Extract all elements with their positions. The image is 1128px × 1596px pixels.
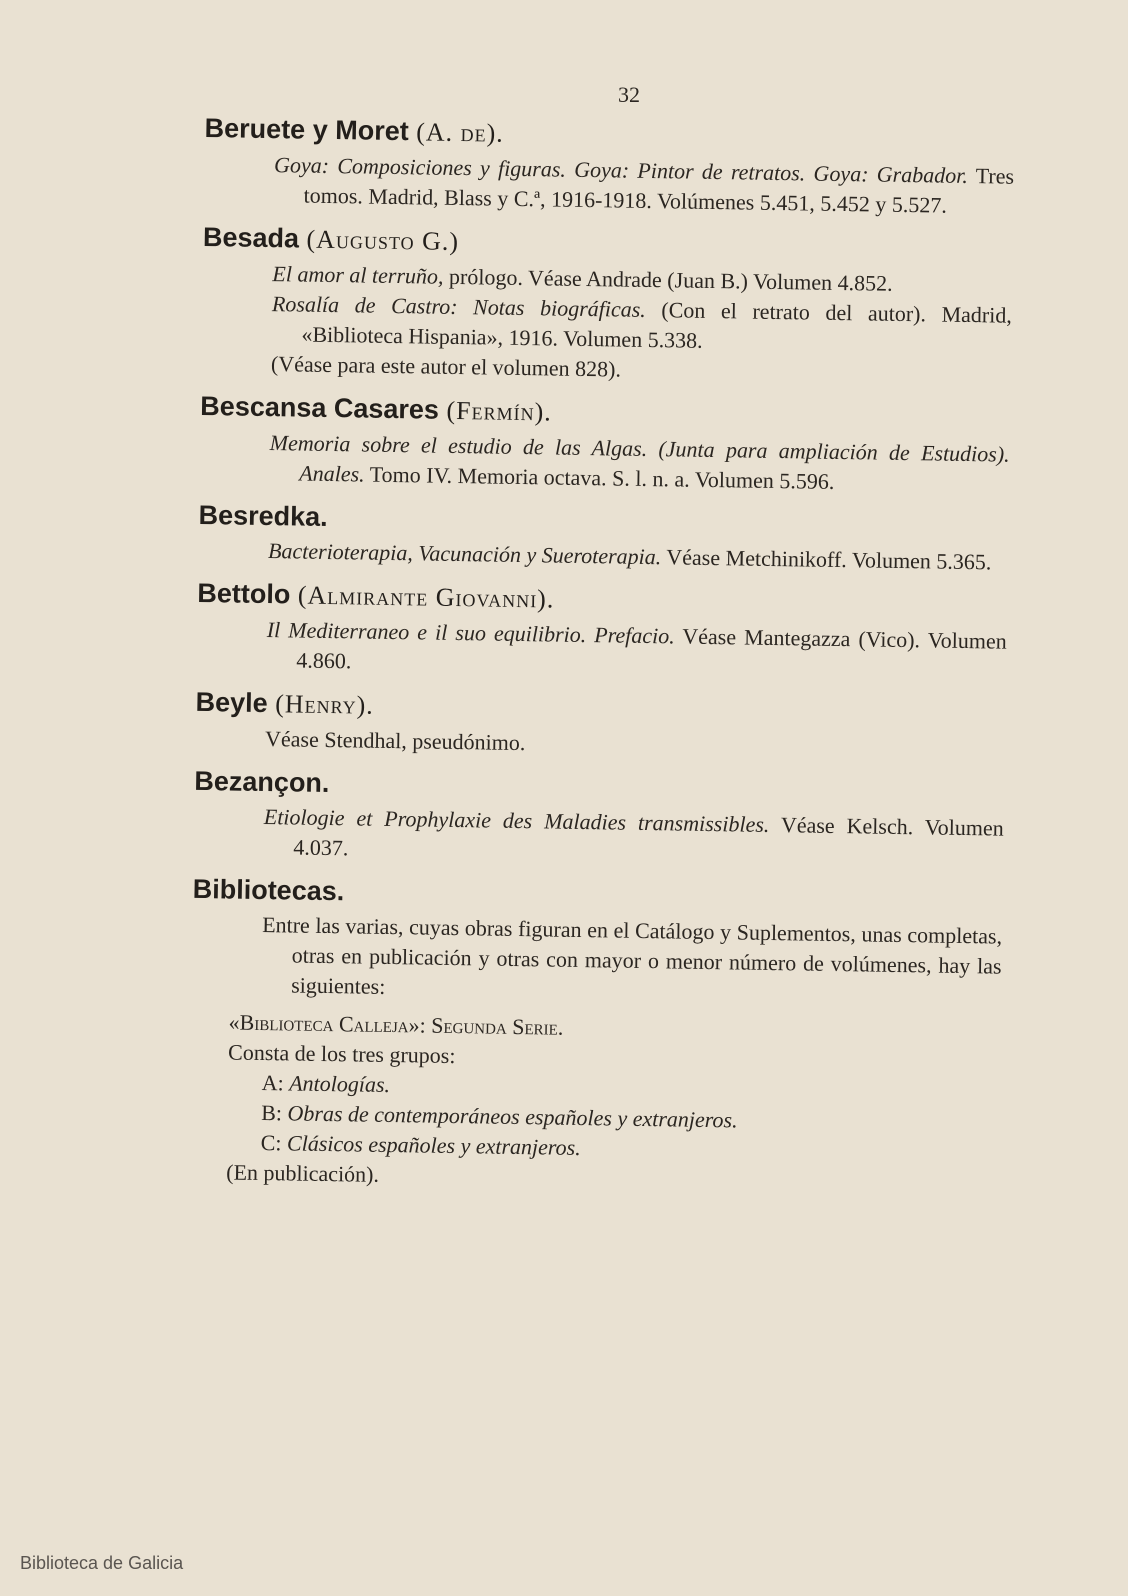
author-name: Bibliotecas. (192, 873, 345, 907)
work-details: Véase Metchinikoff. Volumen 5.365. (661, 544, 992, 575)
entry-paragraph (263, 802, 1004, 874)
entry-list (191, 108, 1015, 1012)
work-details: prólogo. Véase Andrade (Juan B.) Volumen 4.852. (443, 263, 893, 296)
catalog-entry (195, 682, 1006, 766)
work-title: El amor al terruño, (272, 261, 444, 289)
work-details: Entre las varias, cuyas obras figuran en el Catálogo y Suplementos, unas completas, otras en publicación y otras con mayor o menor número de volúmenes, hay las siguientes: (261, 912, 1003, 999)
author-qualifier: (Henry). (275, 689, 375, 720)
work-title: Etiologie et Prophylaxie des Maladies transmissibles. (263, 804, 770, 837)
catalog-content (188, 108, 1015, 1200)
page-number: 32 (618, 82, 640, 107)
group-c: C: Clásicos españoles y extranjeros. (260, 1130, 581, 1161)
catalog-entry (201, 217, 1013, 391)
work-details: Véase Kelsch. Volumen 4.037. (293, 811, 1004, 861)
group-a: A: Antologías. (261, 1070, 391, 1098)
author-name: Besada (202, 221, 300, 254)
author-qualifier: (Fermín). (446, 395, 552, 427)
entry-paragraph (273, 150, 1014, 222)
author-name: Bescansa Casares (200, 390, 440, 425)
author-qualifier: (Almirante Giovanni). (297, 580, 555, 614)
groups-intro: Consta de los tres grupos: (227, 1039, 456, 1069)
entry-paragraph (269, 428, 1010, 500)
work-title: Rosalía de Castro: Notas biográficas. (271, 291, 646, 322)
author-name: Bettolo (197, 577, 291, 610)
catalog-entry (198, 495, 1009, 578)
work-details: Tomo IV. Memoria octava. S. l. n. a. Volumen 5.596. (364, 461, 835, 494)
catalog-entry (199, 386, 1010, 500)
work-details: Tres tomos. Madrid, Blass y C.ª, 1916-1918. Volúmenes 5.451, 5.452 y 5.527. (303, 162, 1015, 218)
work-title: Bacterioterapia, Vacunación y Sueroterapia. (267, 538, 662, 570)
library-watermark: Biblioteca de Galicia (20, 1553, 184, 1573)
biblioteca-list (226, 1007, 1001, 1199)
author-name: Beyle (195, 686, 268, 719)
publication-note: (En publicación). (226, 1159, 380, 1187)
catalog-entry (193, 761, 1004, 874)
entry-paragraph (261, 910, 1002, 1012)
author-name: Besredka. (198, 499, 328, 532)
work-details: (Con el retrato del autor). Madrid, «Biblioteca Hispania», 1916. Volumen 5.338. (301, 296, 1013, 353)
series-line: «Biblioteca Calleja»: Segunda Serie. (228, 1009, 564, 1040)
author-qualifier: (A. de). (416, 117, 505, 148)
work-details: (Véase para este autor el volumen 828). (270, 351, 622, 382)
author-qualifier: (Augusto G.) (306, 224, 460, 257)
work-details: Véase Stendhal, pseudónimo. (264, 726, 526, 756)
author-name: Bezançon. (194, 765, 330, 799)
author-name: Beruete y Moret (204, 112, 409, 147)
catalog-entry (191, 869, 1003, 1012)
group-b: B: Obras de contemporáneos españoles y extranjeros. (261, 1100, 738, 1133)
catalog-entry (196, 573, 1007, 687)
work-title: Memoria sobre el estudio de las Algas. (Junta para ampliación de Estudios). Anales. (269, 430, 1010, 487)
work-details: Véase Mantegazza (Vico). Volumen 4.860. (296, 623, 1007, 674)
work-title: Goya: Composiciones y figuras. Goya: Pintor de retratos. Goya: Grabador. (273, 152, 969, 188)
entry-paragraph (266, 615, 1007, 687)
work-title: Il Mediterraneo e il suo equilibrio. Prefacio. (266, 617, 675, 649)
catalog-entry (203, 108, 1014, 222)
